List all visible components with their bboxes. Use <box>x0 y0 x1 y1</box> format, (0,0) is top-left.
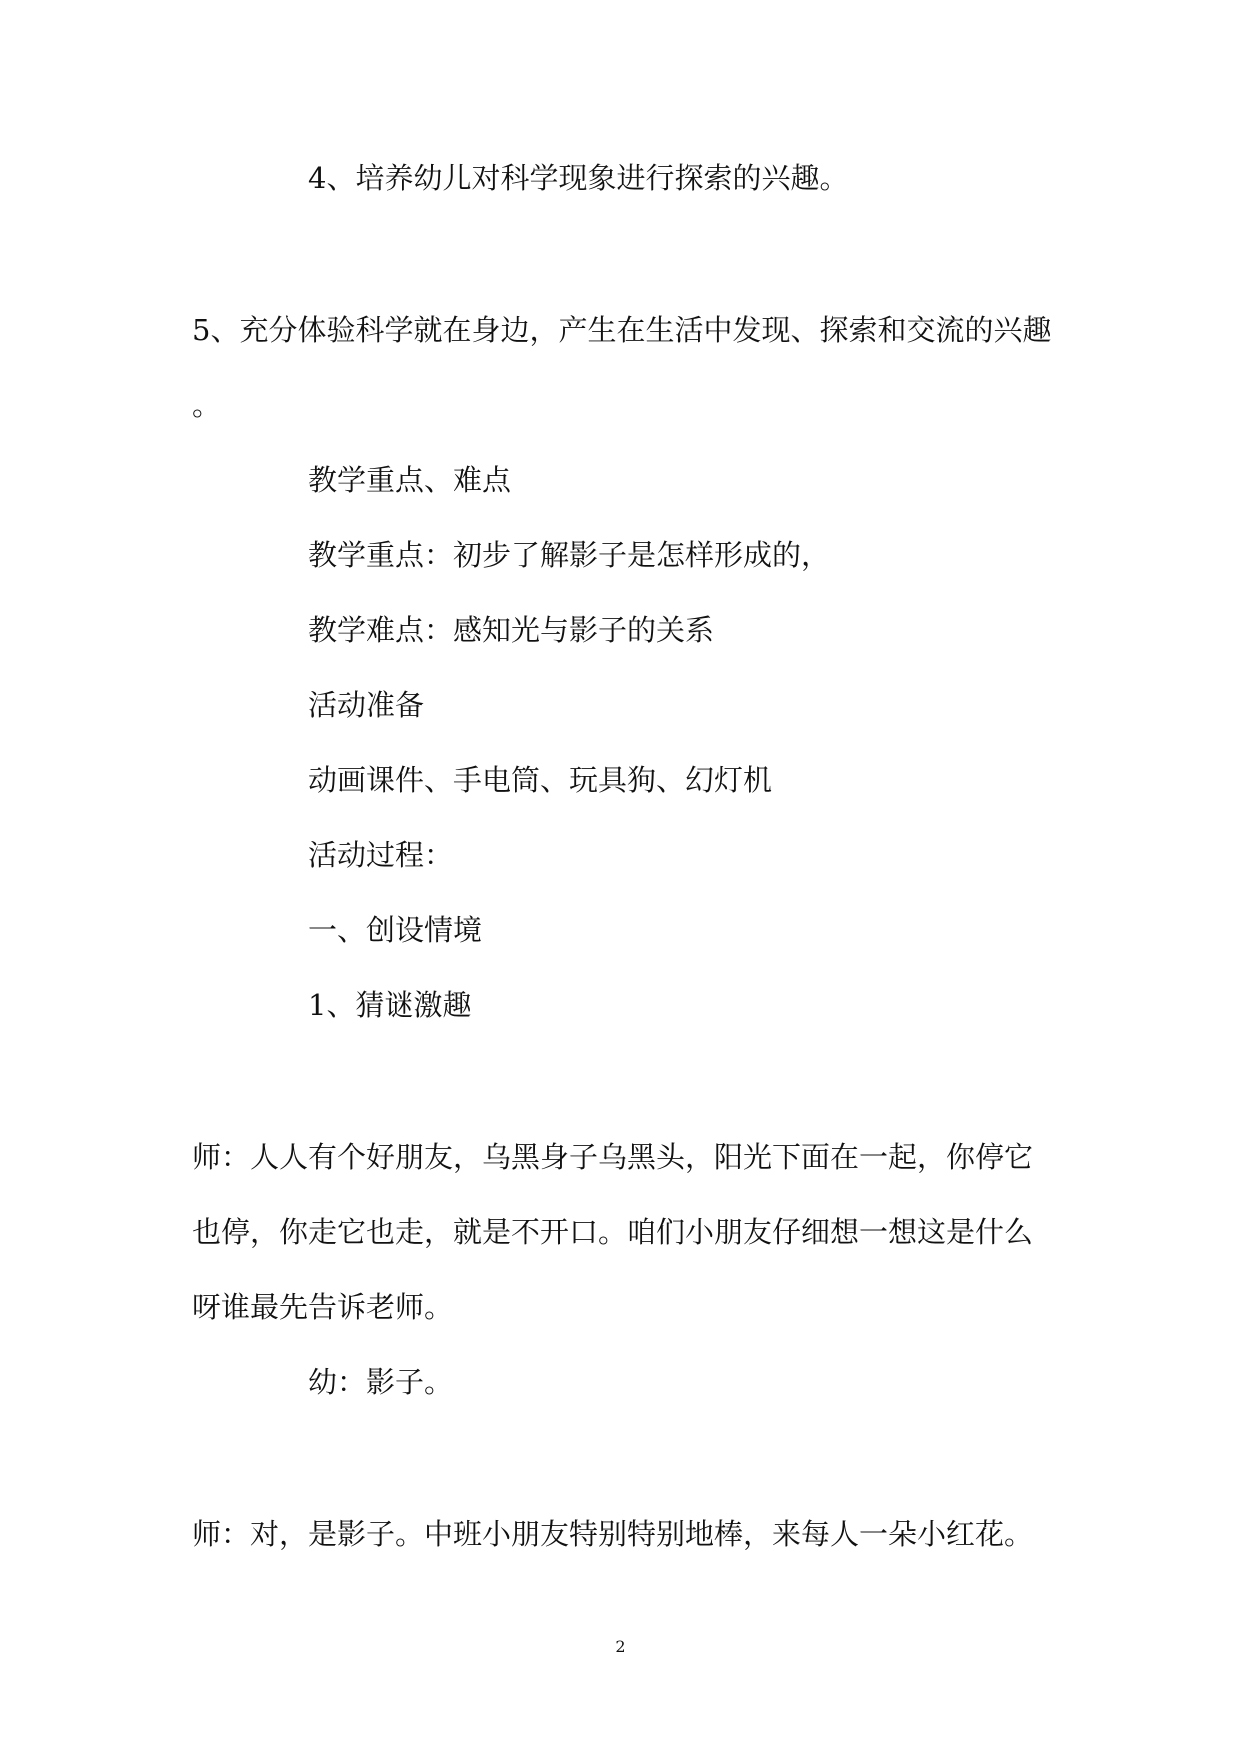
preparation-materials: 动画课件、手电筒、玩具狗、幻灯机 <box>308 763 773 797</box>
objective-5-line-2: 。 <box>192 388 222 422</box>
teacher-riddle-line-1: 师：人人有个好朋友，乌黑身子乌黑头，阳光下面在一起，你停它 <box>192 1140 1034 1174</box>
key-point: 教学重点：初步了解影子是怎样形成的， <box>308 538 831 572</box>
objective-4: 4、培养幼儿对科学现象进行探索的兴趣。 <box>308 161 849 195</box>
step-heading-scenario: 一、创设情境 <box>308 913 483 947</box>
section-heading-key-points: 教学重点、难点 <box>308 463 512 497</box>
step-riddle: 1、猜谜激趣 <box>308 988 472 1022</box>
teacher-response: 师：对，是影子。中班小朋友特别特别地棒，来每人一朵小红花。 <box>192 1517 1034 1551</box>
teacher-riddle-line-3: 呀谁最先告诉老师。 <box>192 1290 454 1324</box>
teacher-riddle-line-2: 也停，你走它也走，就是不开口。咱们小朋友仔细想一想这是什么 <box>192 1215 1034 1249</box>
section-heading-process: 活动过程： <box>308 838 454 872</box>
objective-5-line-1: 5、充分体验科学就在身边，产生在生活中发现、探索和交流的兴趣 <box>192 313 1052 347</box>
section-heading-preparation: 活动准备 <box>308 688 425 722</box>
child-answer: 幼：影子。 <box>308 1365 454 1399</box>
difficult-point: 教学难点：感知光与影子的关系 <box>308 613 715 647</box>
page-number: 2 <box>615 1637 626 1656</box>
